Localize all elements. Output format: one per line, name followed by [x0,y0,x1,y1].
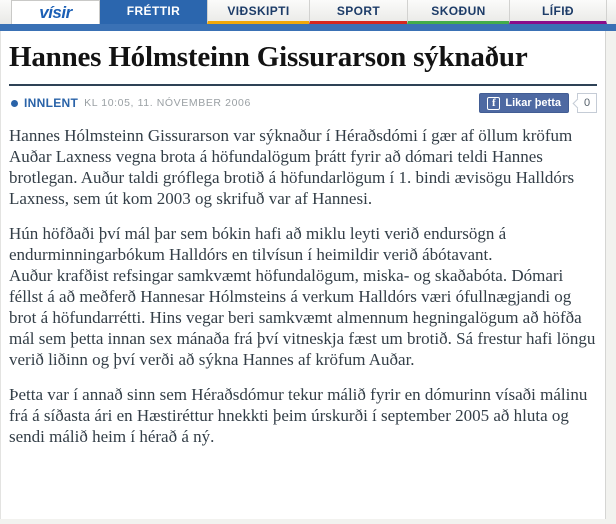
article-body [9,118,597,447]
nav-tab-sport[interactable]: SPORT [309,0,407,24]
top-navigation [0,0,616,24]
facebook-like-count: 0 [577,93,597,113]
visir-logo[interactable] [11,0,100,24]
paragraph: Auður krafðist refsingar samkvæmt höfundalögum, miska- og skaðabóta. Dómari féllst á að meðferð Hannesar Hólmsteins á verkum Halldórs væri ófullnægjandi og brot á höfundarrétti. Hins vegar beri samkvæmt almennum hegningalögum að höfða mál sem þetta innan sex mánaða frá því vitneskja fæst um brotið. Sá frestur hafi löngu verið liðinn og því verði að sýkna Hannes af kröfum Auðar. [9,266,596,369]
visir-logo-text: vísir [39,2,72,22]
paragraph: Hún höfðaði því mál þar sem bókin hafi að miklu leyti verið endursögn á endurminningarbókum Halldórs en tilvísun í heimildir verið ábótavant. [9,224,507,264]
facebook-like-label: Likar þetta [505,97,561,109]
article-meta [9,86,597,118]
category-bullet-icon [11,100,18,107]
nav-tab-skodun[interactable]: SKOÐUN [407,0,509,24]
nav-tab-lifid[interactable]: LÍFIÐ [509,0,607,24]
article [0,31,606,519]
nav-bottom-bar [0,24,616,31]
article-title: Hannes Hólmsteinn Gissurarson sýknaður [9,41,528,73]
nav-tabs [100,0,607,24]
nav-tab-frettir[interactable]: FRÉTTIR [100,0,207,24]
nav-tab-vidskipti[interactable]: VIÐSKIPTI [207,0,309,24]
facebook-like-widget [479,93,597,113]
paragraph-lead: Hannes Hólmsteinn Gissurarson var sýknaður í Héraðsdómi í gær af öllum kröfum Auðar Laxness vegna brota á höfundalögum þrátt fyrir að dómari teldi Hannes brotlegan. Auður taldi gróflega brotið á höfundarlögum í 1. bindi ævisögu Halldórs Laxness, sem út kom 2003 og skrifuð var af Hannesi. [9,126,575,208]
category-link[interactable]: INNLENT [24,96,79,110]
facebook-icon: f [487,97,500,110]
paragraph: Þetta var í annað sinn sem Héraðsdómur tekur málið fyrir en dómurinn vísaði málinu frá á síðasta ári en Hæstiréttur hnekkti þeim úrskurði í september 2005 að hluta og sendi málið heim í hérað á ný. [9,385,588,446]
article-timestamp: KL 10:05, 11. NÓVEMBER 2006 [84,97,251,109]
facebook-like-button[interactable] [479,93,569,113]
